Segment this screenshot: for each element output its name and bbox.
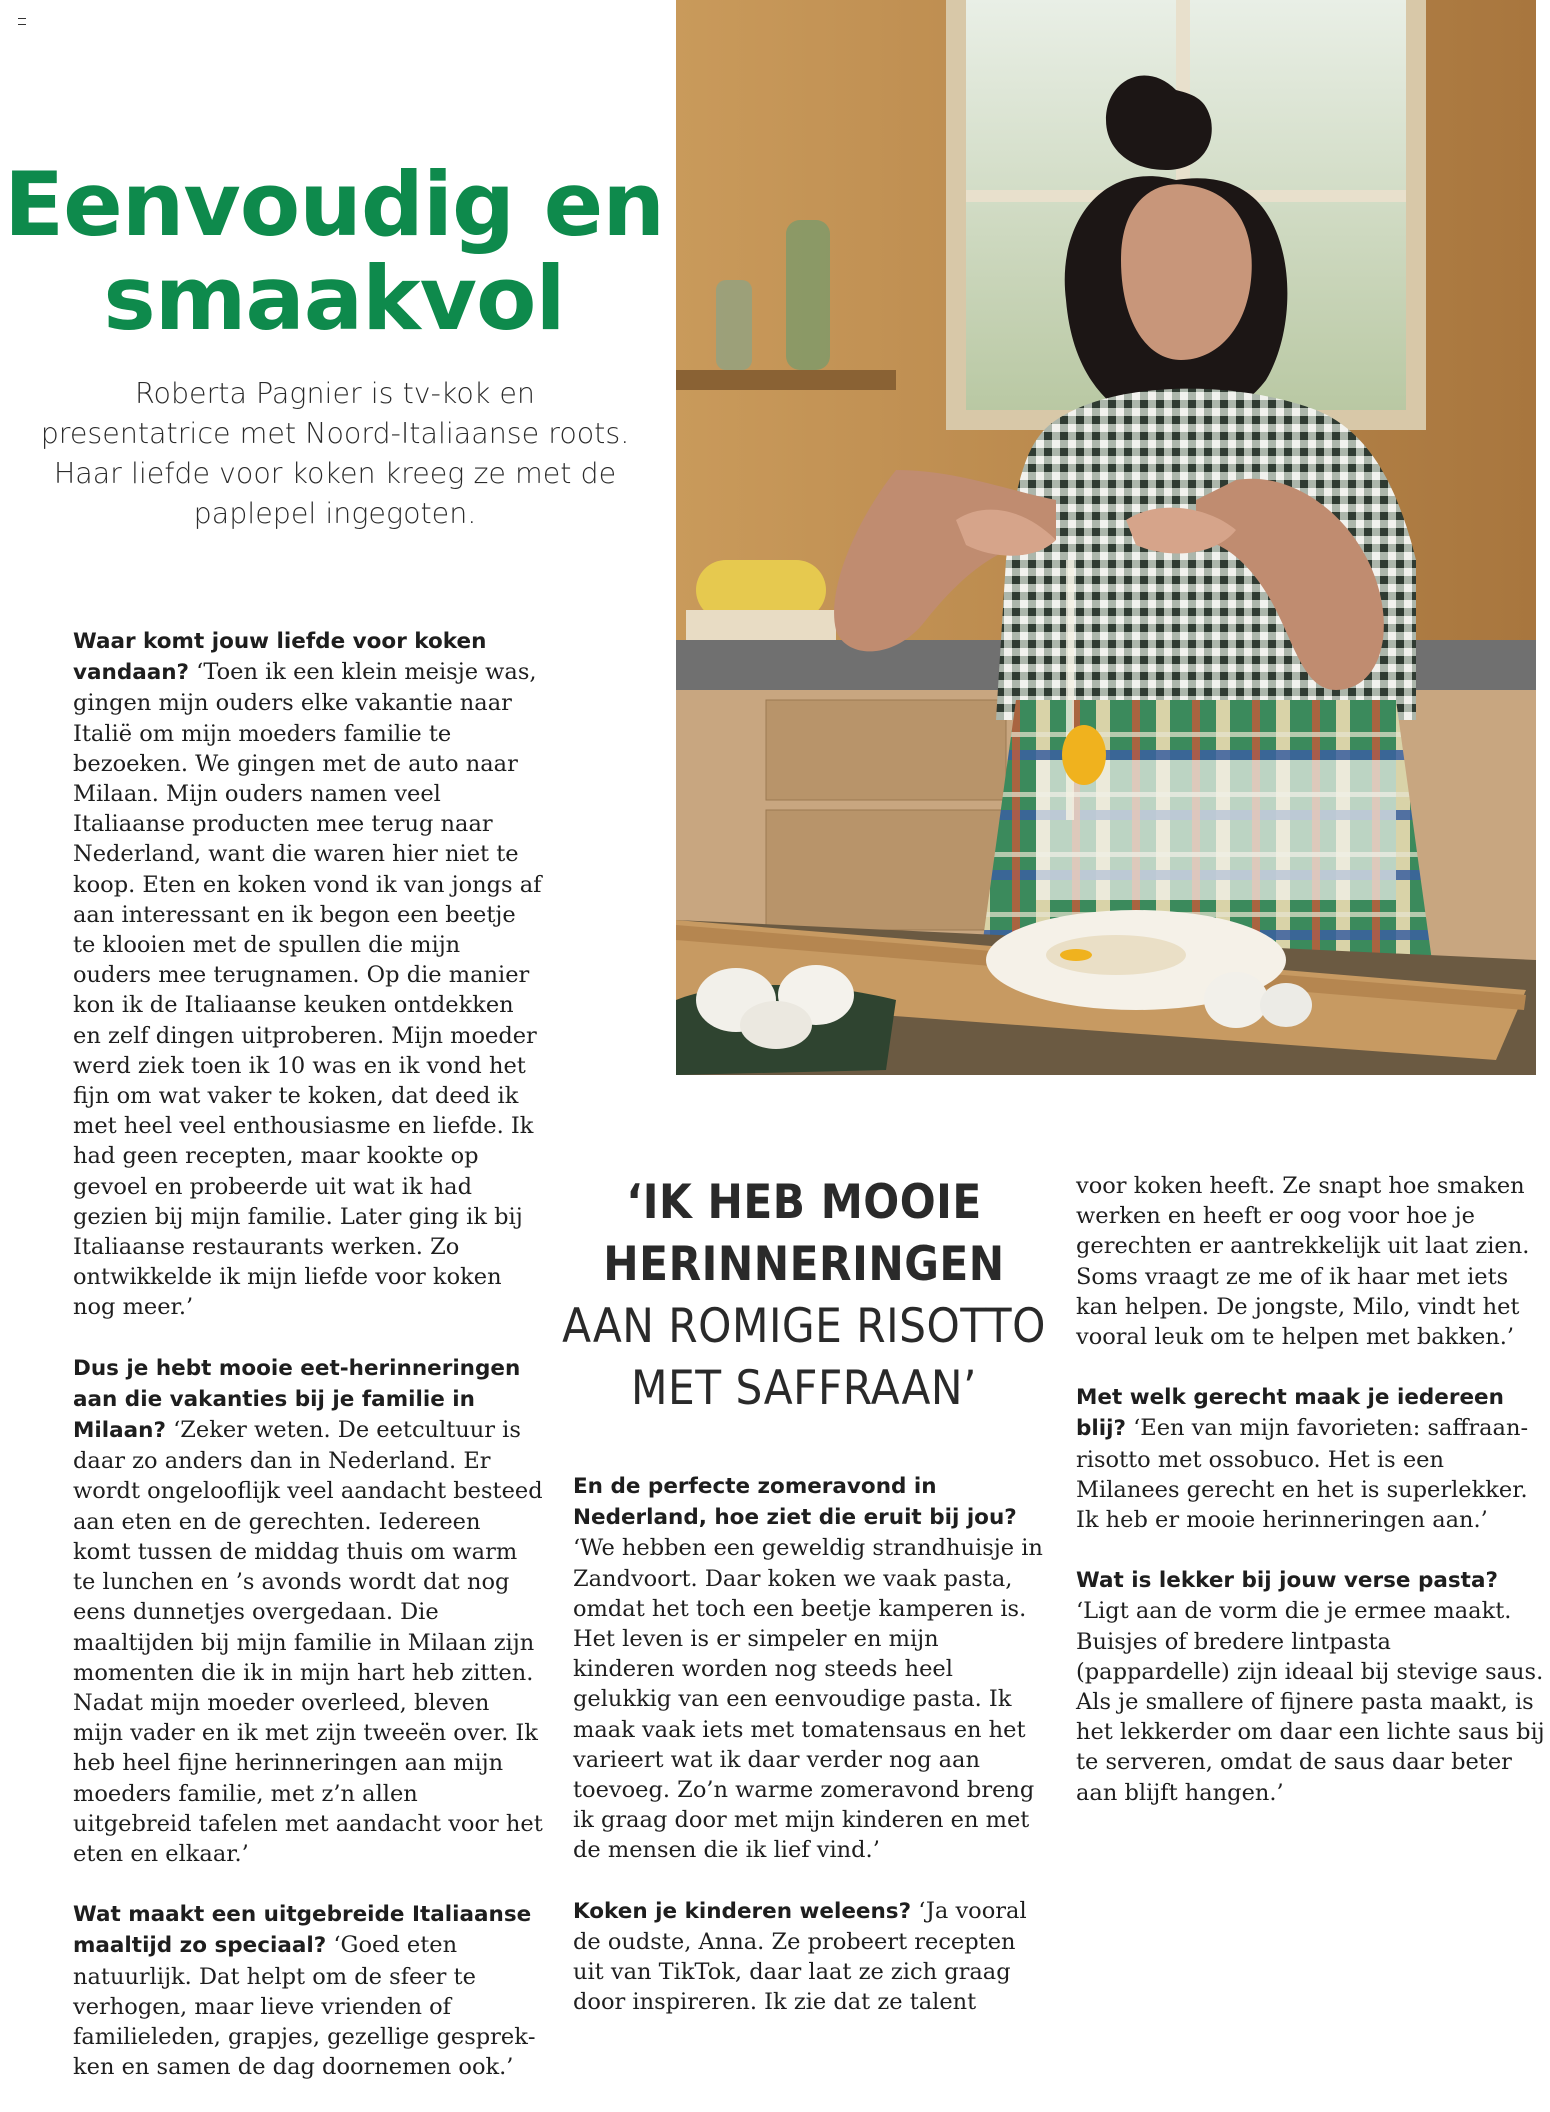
question: Wat maakt een uitgebreide Italiaanse maaltijd zo speciaal? xyxy=(73,1902,532,1959)
qa-item xyxy=(573,1896,1043,2018)
answer: ‘We hebben een geweldig strandhuisje in Zandvoort. Daar koken we vaak pasta, omdat het toch een beetje kamperen is. Het leven is er simpeler en mijn kinderen worden nog steeds heel gelukkig van een eenvoudige pasta. Ik maak vaak iets met tomatensaus en het varieert wat ik daar verder nog aan toevoeg. Zo’n warme zomeravond breng ik graag door met mijn kinderen en met de mensen die ik lief vind.’ xyxy=(573,1535,1043,1864)
answer: voor koken heeft. Ze snapt hoe smaken werken en heeft er oog voor hoe je gerechten er aantrekkelijk uit laat zien. Soms vraagt ze me of ik haar met iets kan helpen. De jongste, Milo, vindt het vooral leuk om te helpen met bakken.’ xyxy=(1076,1173,1530,1351)
question: En de perfecte zomeravond in Nederland, hoe ziet die eruit bij jou? xyxy=(573,1474,1017,1531)
answer: ‘Toen ik een klein meisje was, gingen mijn ouders elke vakantie naar Italië om mijn moeders familie te bezoeken. We gingen met de auto naar Milaan. Mijn ouders namen veel Italiaanse producten mee terug naar Nederland, want die waren hier niet te koop. Eten en koken vond ik van jongs af aan interessant en ik begon een beetje te klooien met de spullen die mijn ouders mee terugnamen. Op die manier kon ik de Italiaanse keuken ontdekken en zelf dingen uitproberen. Mijn moeder werd ziek toen ik 10 was en ik vond het fijn om wat vaker te koken, dat deed ik met heel veel enthousiasme en liefde. Ik had geen recepten, maar kookte op gevoel en probeerde uit wat ik had gezien bij mijn familie. Later ging ik bij Italiaanse restaurants werken. Zo ontwikkelde ik mijn liefde voor koken nog meer.’ xyxy=(73,659,542,1321)
column-middle xyxy=(573,1471,1043,2047)
menu-icon[interactable] xyxy=(18,18,26,25)
qa-item xyxy=(573,1471,1043,1866)
pull-quote xyxy=(560,1172,1048,1420)
answer: ‘Ja vooral de oudste, Anna. Ze probeert recepten uit van TikTok, daar laat ze zich graag door inspireren. Ik zie dat ze talent xyxy=(573,1897,1027,2016)
question: Waar komt jouw liefde voor koken vandaan? xyxy=(73,629,487,686)
column-right xyxy=(1076,1171,1546,1838)
answer: ‘Een van mijn favorieten: saffraanrisotto met ossobuco. Het is een Milanees gerecht en het is superlekker. Ik heb er mooie herinneringen aan.’ xyxy=(1076,1415,1529,1534)
hero-photo xyxy=(676,0,1536,1075)
qa-item xyxy=(73,1899,543,2082)
question: Wat is lekker bij jouw verse pasta? xyxy=(1076,1568,1498,1594)
pull-quote-bold: ‘IK HEB MOOIE HERINNERINGEN xyxy=(603,1175,1005,1292)
pull-quote-light: AAN ROMIGE RISOTTO MET SAFFRAAN’ xyxy=(562,1299,1046,1416)
answer: ‘Goed eten natuurlijk. Dat helpt om de sfeer te verhogen, maar lieve vrienden of familieleden, grapjes, gezellige gesprekken en samen de dag doornemen ook.’ xyxy=(73,1932,536,2081)
column-left xyxy=(73,626,543,2112)
qa-item xyxy=(73,1353,543,1869)
qa-item xyxy=(1076,1382,1546,1535)
article-intro: Roberta Pagnier is tv-kok en presentatrice met Noord-Italiaanse roots. Haar liefde voor koken kreeg ze met de paplepel ingegoten. xyxy=(40,377,630,530)
qa-item xyxy=(1076,1565,1546,1808)
qa-item xyxy=(73,626,543,1323)
answer: ‘Ligt aan de vorm die je ermee maakt. Buisjes of bredere lintpasta (pappardelle) zijn ideaal bij stevige saus. Als je smallere of fijnere pasta maakt, is het lekkerder om daar een lichte saus bij te serveren, omdat de saus daar beter aan blijft hangen.’ xyxy=(1076,1598,1545,1806)
question: Dus je hebt mooie eet-herinneringen aan die vakanties bij je familie in Milaan? xyxy=(73,1355,521,1444)
article-title: Eenvoudig en smaakvol xyxy=(3,153,665,350)
question: Koken je kinderen weleens? xyxy=(573,1898,912,1924)
answer: ‘Zeker weten. De eetcultuur is daar zo anders dan in Nederland. Er wordt ongelooflijk veel aandacht besteed aan eten en de gerechten. Iedereen komt tussen de middag thuis om warm te lunchen en ’s avonds wordt dat nog eens dunnetjes overgedaan. Die maaltijden bij mijn familie in Milaan zijn momenten die ik in mijn hart heb zitten. Nadat mijn moeder overleed, bleven mijn vader en ik met zijn tweeën over. Ik heb heel fijne herinneringen aan mijn moeders familie, met z’n allen uitgebreid tafelen met aandacht voor het eten en elkaar.’ xyxy=(73,1417,543,1867)
question: Met welk gerecht maak je iedereen blij? xyxy=(1076,1385,1504,1442)
qa-continuation xyxy=(1076,1171,1546,1352)
